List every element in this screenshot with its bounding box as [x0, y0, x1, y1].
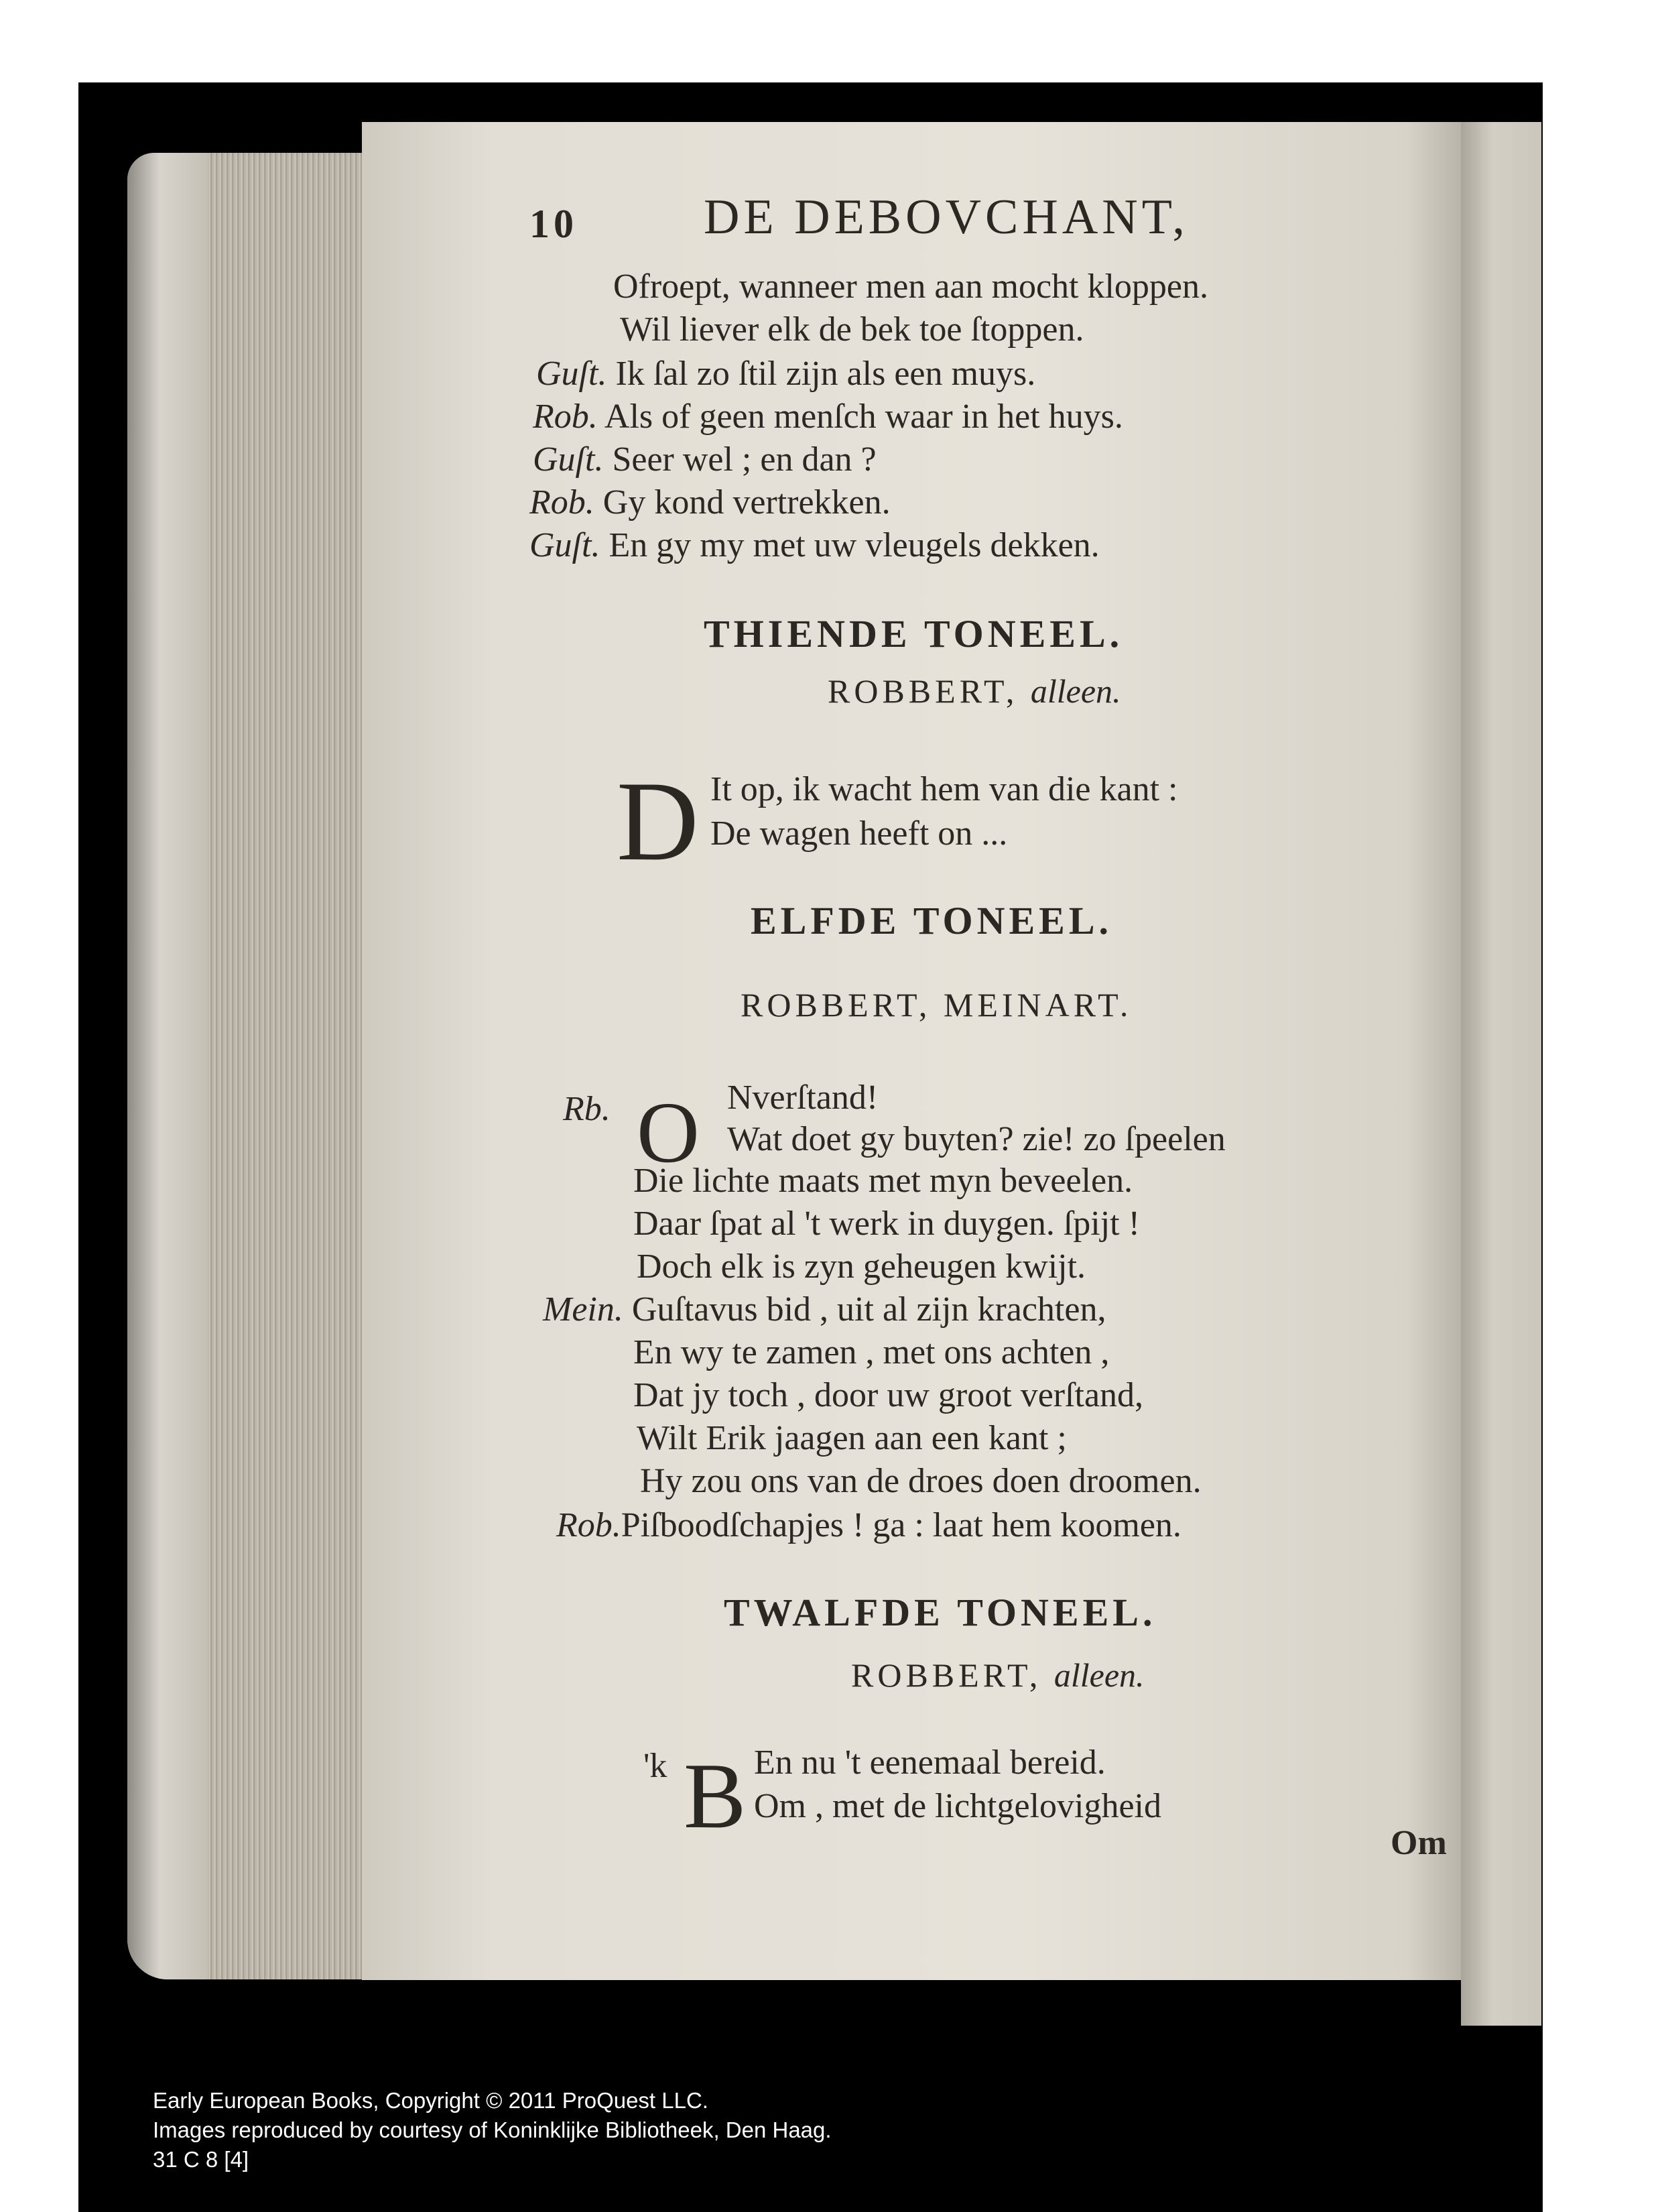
verse-line: Ofroept, wanneer men aan mocht kloppen.: [613, 267, 1209, 306]
verse-line: Hy zou ons van de droes doen droomen.: [640, 1462, 1202, 1500]
verse-prefix: 'k: [643, 1747, 667, 1785]
verse-line: De wagen heeft on ...: [710, 814, 1008, 853]
scene-cast: ROBBERT, alleen.: [851, 1656, 1145, 1694]
drop-capital: D: [617, 758, 699, 884]
verse-line: Daar ſpat al 't werk in duygen. ſpijt !: [633, 1205, 1140, 1243]
verse-line: Guſt. En gy my met uw vleugels dekken.: [529, 526, 1100, 564]
speaker-label: Guſt.: [533, 440, 604, 479]
scene-title: THIENDE TONEEL.: [704, 612, 1124, 656]
speaker-label: Mein.: [543, 1290, 623, 1329]
verse-line: Om , met de lichtgelovigheid: [754, 1787, 1161, 1825]
verse-line: Die lichte maats met myn beveelen.: [633, 1162, 1133, 1200]
verse-line: Rob.Piſboodſchapjes ! ga : laat hem koomen.: [556, 1506, 1181, 1544]
verse-line: En nu 't eenemaal bereid.: [754, 1743, 1106, 1782]
catchword: Om: [1391, 1824, 1447, 1862]
speaker-label: Rb.: [563, 1090, 611, 1128]
speaker-label: Rob.: [533, 397, 598, 436]
scene-title: ELFDE TONEEL.: [751, 899, 1113, 942]
copyright-footer: [153, 2086, 832, 2174]
verse-line: Rob. Gy kond vertrekken.: [529, 483, 891, 521]
verse-line: It op, ik wacht hem van die kant :: [710, 770, 1178, 808]
drop-capital: O: [637, 1085, 700, 1181]
scene-cast: ROBBERT, alleen.: [828, 672, 1121, 710]
drop-capital: B: [684, 1744, 747, 1848]
verse-line: Wat doet gy buyten? zie! zo ſpeelen: [727, 1120, 1226, 1158]
footer-line: Early European Books, Copyright © 2011 ProQuest LLC.: [153, 2088, 708, 2113]
verse-line: Wilt Erik jaagen aan een kant ;: [637, 1419, 1067, 1457]
verse-line: Mein. Guſtavus bid , uit al zijn krachten,: [543, 1290, 1106, 1329]
scene-cast: ROBBERT, MEINART.: [741, 986, 1133, 1024]
page-number: 10: [529, 202, 578, 246]
running-head: DE DEBOVCHANT,: [704, 190, 1189, 245]
verse-line: Guſt. Seer wel ; en dan ?: [533, 440, 877, 479]
verse-line: Guſt. Ik ſal zo ſtil zijn als een muys.: [536, 355, 1036, 393]
speaker-label: Rob.: [529, 483, 594, 521]
verse-line: Rob. Als of geen menſch waar in het huys.: [533, 397, 1123, 436]
verse-line: Doch elk is zyn geheugen kwijt.: [637, 1247, 1086, 1286]
verse-line: Nverſtand!: [727, 1079, 879, 1117]
footer-line: 31 C 8 [4]: [153, 2147, 249, 2172]
speaker-label: Guſt.: [529, 526, 600, 564]
footer-line: Images reproduced by courtesy of Koninklijke Bibliotheek, Den Haag.: [153, 2117, 832, 2142]
speaker-label: Rob.: [556, 1506, 621, 1544]
speaker-label: Guſt.: [536, 355, 607, 393]
scene-title: TWALFDE TONEEL.: [724, 1591, 1157, 1634]
verse-line: Wil liever elk de bek toe ſtoppen.: [620, 310, 1084, 349]
verse-line: En wy te zamen , met ons achten ,: [633, 1333, 1110, 1371]
verse-line: Dat jy toch , door uw groot verſtand,: [633, 1376, 1144, 1414]
